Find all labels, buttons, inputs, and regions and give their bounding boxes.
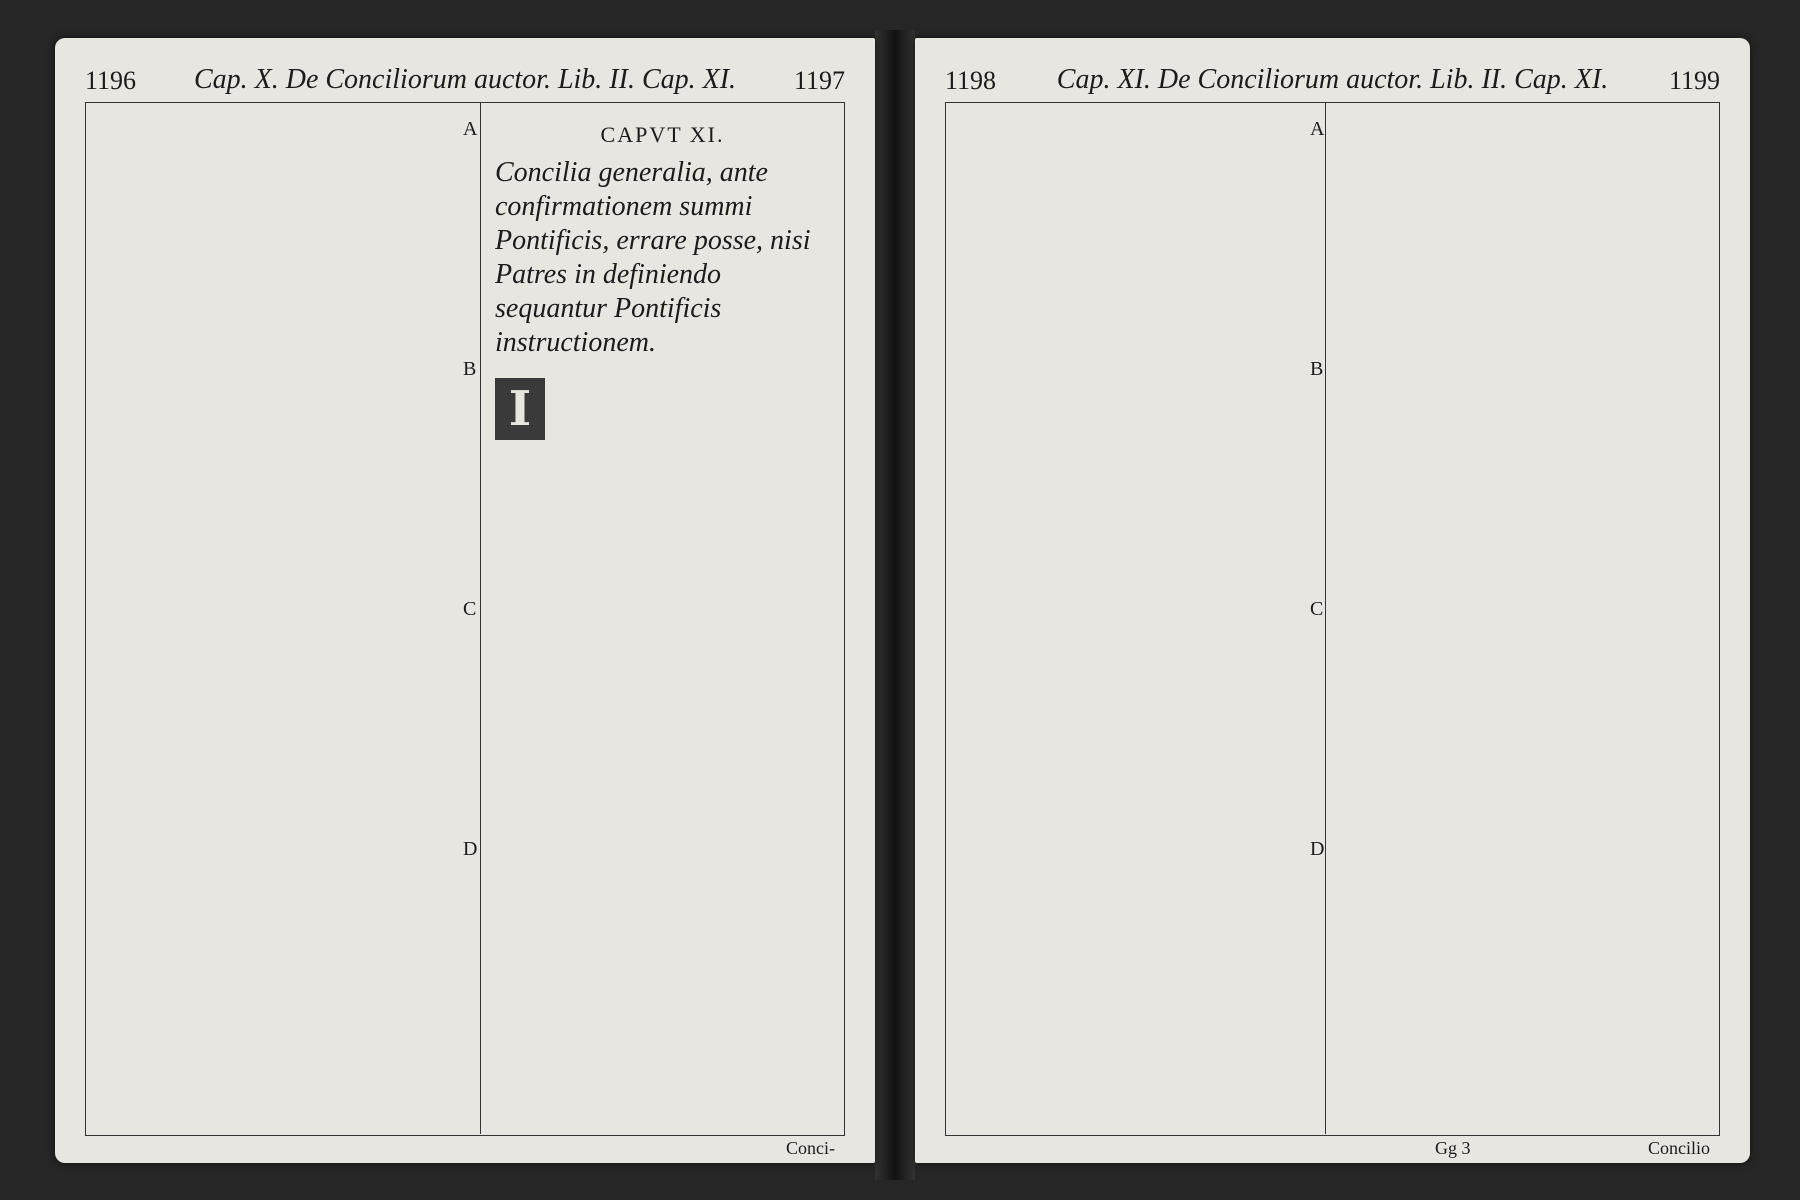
section-marker-a: A	[1310, 118, 1325, 140]
right-page-header	[945, 60, 1720, 100]
signature-mark: Gg 3	[1435, 1138, 1471, 1158]
right-page	[915, 38, 1750, 1163]
section-marker-b: B	[463, 358, 477, 380]
running-title: Cap. X. De Conciliorum auctor. Lib. II. Cap. XI.	[193, 64, 737, 95]
page-number-1196: 1196	[85, 66, 137, 95]
left-column-1	[95, 110, 460, 1130]
left-page	[55, 38, 875, 1163]
left-page-header	[85, 60, 845, 100]
right-column-1	[955, 110, 1305, 1130]
column-divider	[1325, 102, 1326, 1134]
section-marker-a: A	[463, 118, 478, 140]
catchword: Conci-	[786, 1138, 835, 1158]
chapter-summary: Concilia generalia, ante confirmationem summi Pontificis, errare posse, nisi Patres in definiendo sequantur Pontificis instructionem.	[495, 157, 811, 358]
running-title: Cap. XI. De Conciliorum auctor. Lib. II. Cap. XI.	[1056, 64, 1609, 95]
section-marker-c: C	[463, 598, 477, 620]
dropcap-initial: I	[495, 378, 545, 440]
left-column-2	[495, 110, 830, 1130]
chapter-heading: CAPVT XI.	[600, 122, 725, 147]
page-number-1199: 1199	[1668, 66, 1720, 95]
catchword: Concilio	[1648, 1138, 1710, 1158]
section-marker-c: C	[1310, 598, 1324, 620]
section-marker-d: D	[1310, 838, 1325, 860]
section-marker-d: D	[463, 838, 478, 860]
section-marker-b: B	[1310, 358, 1324, 380]
right-column-2	[1340, 110, 1705, 1130]
page-number-1198: 1198	[945, 66, 997, 95]
column-divider	[480, 102, 481, 1134]
page-number-1197: 1197	[793, 66, 845, 95]
book-gutter	[875, 30, 915, 1180]
